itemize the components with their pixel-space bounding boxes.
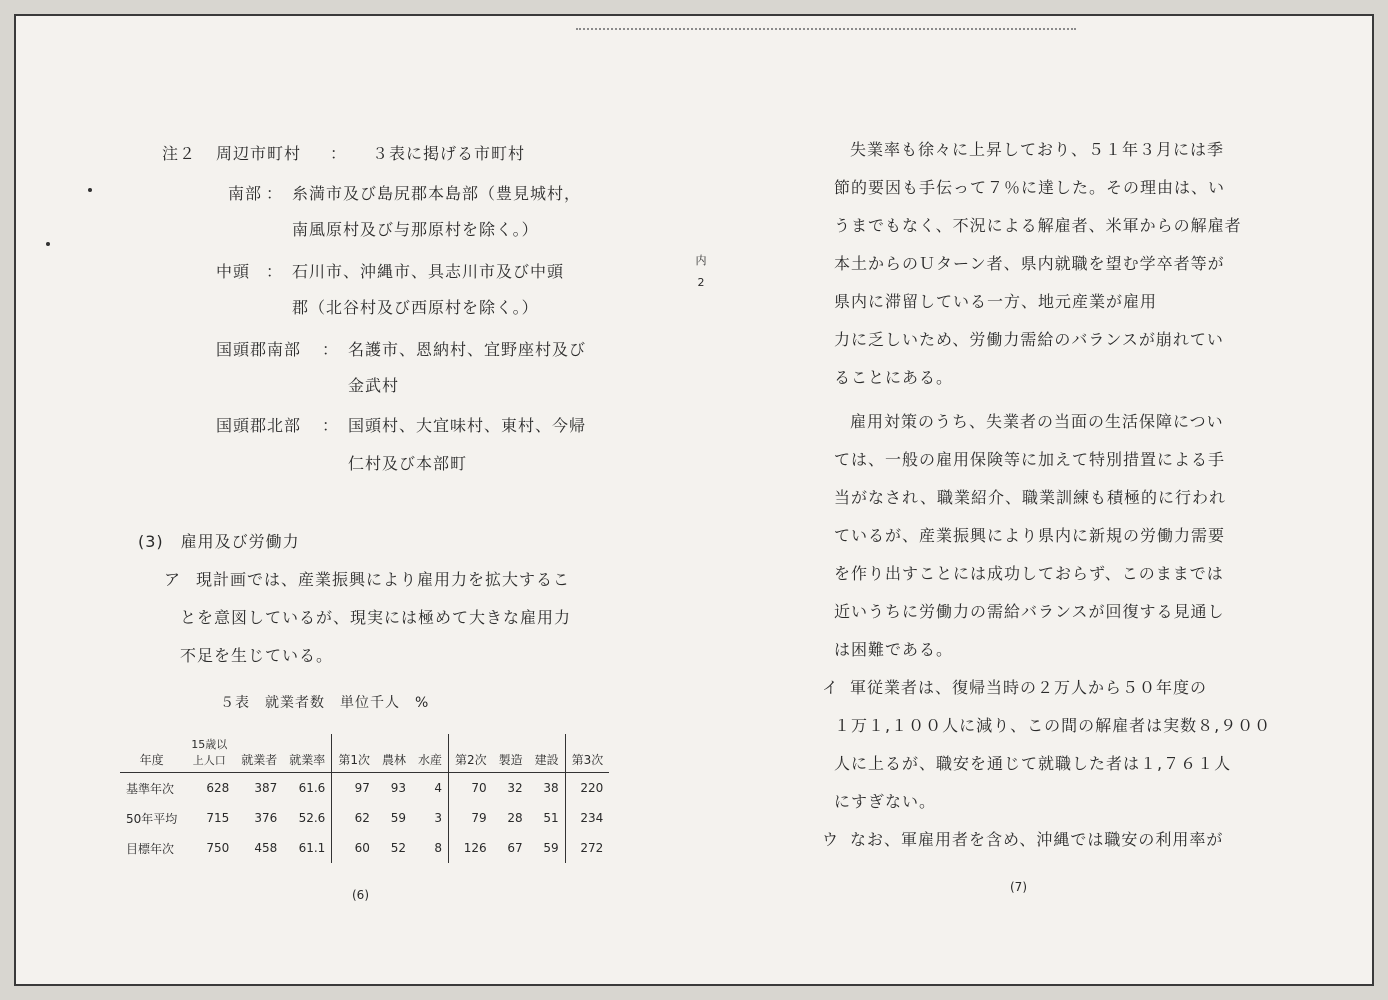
region-line: 石川市、沖縄市、具志川市及び中頭 bbox=[292, 262, 565, 281]
table-header: 第3次 bbox=[565, 734, 609, 773]
table-cell: 目標年次 bbox=[126, 841, 175, 856]
para1-line: 県内に滞留している一方、地元産業が雇用 bbox=[834, 292, 1158, 311]
para2-line: 雇用対策のうち、失業者の当面の生活保障につい bbox=[850, 412, 1224, 431]
para1-line: うまでもなく、不況による解雇者、米軍からの解雇者 bbox=[834, 216, 1242, 235]
table-cell: 387 bbox=[254, 781, 278, 795]
table-cell: 79 bbox=[471, 811, 487, 825]
region-line: 糸満市及び島尻郡本島部（豊見城村， bbox=[292, 184, 582, 203]
item-a-line: とを意図しているが、現実には極めて大きな雇用力 bbox=[180, 608, 572, 627]
region-line: 仁村及び本部町 bbox=[348, 454, 468, 473]
para2-line: ているが、産業振興により県内に新規の労働力需要 bbox=[834, 526, 1226, 545]
para1-line: ることにある。 bbox=[834, 368, 954, 387]
table-cell: 61.6 bbox=[283, 773, 332, 804]
table-cell: 51 bbox=[529, 803, 566, 833]
table-cell: 59 bbox=[529, 833, 566, 863]
table-cell: 715 bbox=[206, 811, 230, 825]
para2-line: 近いうちに労働力の需給バランスが回復する見通し bbox=[834, 602, 1225, 621]
margin-note bbox=[694, 250, 708, 294]
table-cell: 32 bbox=[507, 781, 523, 795]
table-cell: 62 bbox=[354, 811, 370, 825]
table-cell: 272 bbox=[580, 841, 604, 855]
table-cell: 3 bbox=[412, 803, 449, 833]
table-header: 農林 bbox=[376, 734, 412, 773]
note-colon: ： bbox=[330, 144, 348, 163]
table-header: 就業率 bbox=[283, 734, 332, 773]
margin-note-char: 2 bbox=[697, 276, 705, 289]
table-cell: 52.6 bbox=[283, 803, 332, 833]
note-term: 周辺市町村 bbox=[216, 144, 302, 163]
table-header: 製造 bbox=[493, 734, 529, 773]
table-cell: 基準年次 bbox=[126, 781, 175, 796]
table-header: 就業者 bbox=[235, 734, 283, 773]
table-cell: 220 bbox=[580, 781, 604, 795]
region-colon: ： bbox=[322, 416, 340, 435]
note-definition: ３表に掲げる市町村 bbox=[372, 144, 526, 163]
region-colon: ： bbox=[266, 184, 284, 203]
page-number-left: (6) bbox=[352, 888, 369, 902]
region-colon: ： bbox=[266, 262, 284, 281]
table-cell: 628 bbox=[206, 781, 230, 795]
item-a-line: 現計画では、産業振興により雇用力を拡大するこ bbox=[196, 570, 571, 589]
para1-line: 失業率も徐々に上昇しており、５１年３月には季 bbox=[850, 140, 1225, 159]
document-sheet bbox=[14, 14, 1374, 986]
margin-note-char: 内 bbox=[695, 254, 707, 267]
table-row bbox=[120, 803, 609, 833]
para2-line: は困難である。 bbox=[834, 640, 954, 659]
item-u-line: なお、軍雇用者を含め、沖縄では職安の利用率が bbox=[850, 830, 1224, 849]
table-cell: 4 bbox=[412, 773, 449, 804]
table-header-row bbox=[120, 734, 609, 773]
table-cell: 234 bbox=[580, 811, 604, 825]
para2-line: を作り出すことには成功しておらず、このままでは bbox=[834, 564, 1224, 583]
region-name: 南部 bbox=[228, 184, 263, 203]
para1-line: 本土からのＵターン者、県内就職を望む学卒者等が bbox=[834, 254, 1225, 273]
region-name: 国頭郡北部 bbox=[216, 416, 302, 435]
table-caption: ５表 就業者数 単位千人 % bbox=[220, 695, 430, 711]
item-i-line: 軍従業者は、復帰当時の２万人から５０年度の bbox=[850, 678, 1208, 697]
region-line: 国頭村、大宜味村、東村、今帰 bbox=[348, 416, 587, 435]
region-name: 国頭郡南部 bbox=[216, 340, 302, 359]
para1-line: 力に乏しいため、労働力需給のバランスが崩れてい bbox=[834, 330, 1224, 349]
table-header: 水産 bbox=[412, 734, 449, 773]
punch-dot bbox=[46, 242, 50, 246]
table-cell: 38 bbox=[529, 773, 566, 804]
employment-table bbox=[120, 734, 609, 863]
item-a-line: 不足を生じている。 bbox=[180, 646, 334, 665]
region-line: 南風原村及び与那原村を除く。） bbox=[292, 220, 539, 239]
item-a-marker: ア bbox=[164, 570, 182, 589]
table-row bbox=[120, 833, 609, 863]
table-cell: 60 bbox=[354, 841, 370, 855]
item-i-line: １万１,１００人に減り、この間の解雇者は実数８,９００ bbox=[834, 716, 1272, 735]
para1-line: 節的要因も手伝って７％に達した。その理由は、い bbox=[834, 178, 1226, 197]
table-cell: 70 bbox=[471, 781, 487, 795]
table-row bbox=[120, 773, 609, 804]
region-line: 金武村 bbox=[348, 376, 400, 395]
table-cell: 93 bbox=[390, 781, 406, 795]
table-header: 第2次 bbox=[448, 734, 492, 773]
item-i-marker: イ bbox=[822, 678, 840, 697]
table-header: 15歳以上人口 bbox=[183, 734, 235, 773]
table-cell: 59 bbox=[390, 811, 406, 825]
table-cell: 52 bbox=[390, 841, 406, 855]
table-cell: 126 bbox=[463, 841, 487, 855]
section-heading: (3) 雇用及び労働力 bbox=[138, 532, 300, 551]
table-header: 年度 bbox=[120, 734, 183, 773]
table-cell: 61.1 bbox=[283, 833, 332, 863]
table-header: 建設 bbox=[529, 734, 566, 773]
table-header: 第1次 bbox=[332, 734, 376, 773]
note-label: 注２ bbox=[162, 144, 197, 163]
table-cell: 8 bbox=[412, 833, 449, 863]
table-cell: 67 bbox=[507, 841, 523, 855]
table-cell: 97 bbox=[354, 781, 370, 795]
punch-dot bbox=[88, 188, 92, 192]
page-number-right: (7) bbox=[1010, 880, 1027, 894]
item-i-line: にすぎない。 bbox=[834, 792, 937, 811]
region-line: 名護市、恩納村、宜野座村及び bbox=[348, 340, 587, 359]
item-u-marker: ウ bbox=[822, 830, 840, 849]
region-name: 中頭 bbox=[216, 262, 251, 281]
region-line: 郡（北谷村及び西原村を除く。） bbox=[292, 298, 539, 317]
table-cell: 28 bbox=[507, 811, 523, 825]
para2-line: ては、一般の雇用保険等に加えて特別措置による手 bbox=[834, 450, 1226, 469]
table-cell: 750 bbox=[206, 841, 230, 855]
para2-line: 当がなされ、職業紹介、職業訓練も積極的に行われ bbox=[834, 488, 1226, 507]
region-colon: ： bbox=[322, 340, 340, 359]
top-edge-dots bbox=[576, 28, 1076, 36]
table-cell: 376 bbox=[254, 811, 278, 825]
item-i-line: 人に上るが、職安を通じて就職した者は１,７６１人 bbox=[834, 754, 1232, 773]
table-cell: 458 bbox=[254, 841, 278, 855]
table-cell: 50年平均 bbox=[126, 811, 178, 826]
